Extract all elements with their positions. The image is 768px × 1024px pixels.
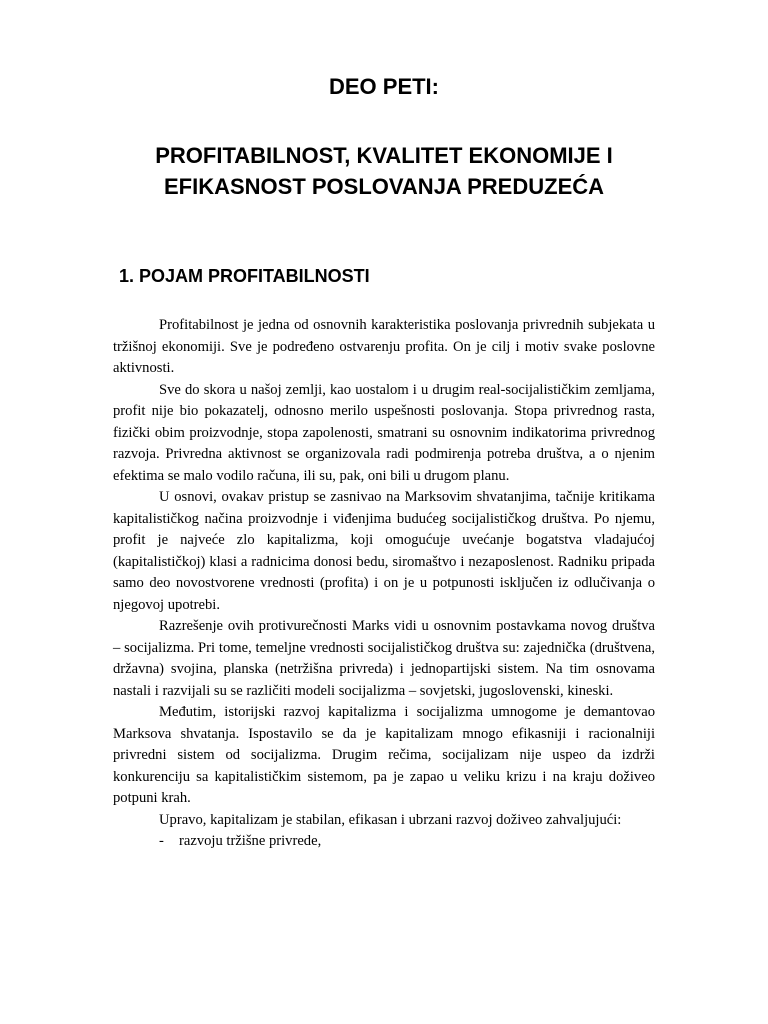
main-title <box>60 140 708 202</box>
paragraph: U osnovi, ovakav pristup se zasnivao na Marksovim shvatanjima, tačnije kritikama kapitalističkog načina proizvodnje i viđenjima budućeg socijalističkog društva. Po njemu, profit je najveće zlo kapitalizma, koji omogućuje uvećanje bogatstva vladajućoj (kapitalističkoj) klasi a radnicima donosi bedu, siromaštvo i nezaposlenost. Radniku pripada samo deo novostvorene vrednosti (profita) i on je u potpunosti isključen iz odlučivanja o njegovoj upotrebi. <box>113 489 655 613</box>
list-item <box>113 831 655 853</box>
paragraph: Sve do skora u našoj zemlji, kao uostalom i u drugim real-socijalističkim zemljama, profit nije bio pokazatelj, odnosno merilo uspešnosti poslovanja. Stopa privrednog rasta, fizički obim proizvodnje, stopa zapolenosti, smatrani su osnovnim indikatorima privrednog razvoja. Privredna aktivnost se organizovala radi podmirenja potreba društva, a o njenim efektima se malo vodilo računa, ili su, pak, oni bili u drugom planu. <box>113 381 655 484</box>
paragraph: Profitabilnost je jedna od osnovnih karakteristika poslovanja privrednih subjekata u tržišnoj ekonomiji. Sve je podređeno ostvarenju profita. On je cilj i motiv svake poslovne aktivnosti. <box>113 317 655 376</box>
paragraph: Upravo, kapitalizam je stabilan, efikasan i ubrzani razvoj doživeo zahvaljujući: <box>159 811 622 828</box>
body-text <box>113 315 655 853</box>
paragraph: Razrešenje ovih protivurečnosti Marks vidi u osnovnim postavkama novog društva – socijalizma. Pri tome, temeljne vrednosti socijalističkog društva su: zajednička (društvena, državna) svojina, planska (netržišna privreda) i jednopartijski sistem. Na tim osnovama nastali i razvijali su se različiti modeli socijalizma – sovjetski, jugoslovenski, kineski. <box>113 618 655 699</box>
section-heading: 1. POJAM PROFITABILNOSTI <box>119 266 370 286</box>
list-item-text: razvoju tržišne privrede, <box>179 833 322 849</box>
list-marker: - <box>159 833 164 849</box>
part-title: DEO PETI: <box>328 74 439 99</box>
main-title-line: EFIKASNOST POSLOVANJA PREDUZEĆA <box>163 174 605 199</box>
main-title-line: PROFITABILNOST, KVALITET EKONOMIJE I <box>155 143 613 168</box>
paragraph: Međutim, istorijski razvoj kapitalizma i socijalizma umnogome je demantovao Marksova shvatanja. Ispostavilo se da je kapitalizam mnogo efikasniji i racionalniji privredni sistem od socijalizma. Drugim rečima, socijalizam nije uspeo da izdrži konkurenciju sa kapitalističkim sistemom, pa je zapao u veliku krizu i na kraju doživeo potpuni krah. <box>113 704 655 806</box>
